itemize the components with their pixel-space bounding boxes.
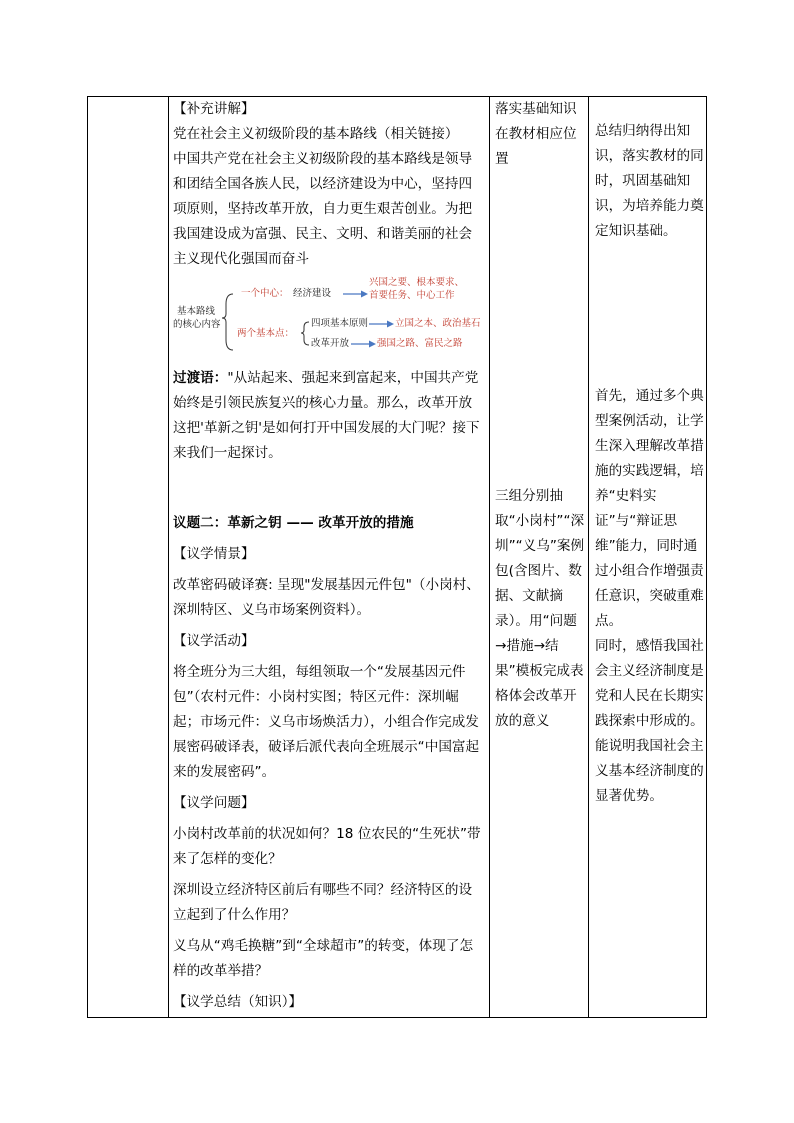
design-intent-text-2: 首先，通过多个典型案例活动，让学生深入理解改革措施的实践逻辑，培养“史料实证”与“辩证思维”能力，同时通过小组合作增强责任意识，突破重难点。 [595,388,704,629]
transition-paragraph [173,366,483,466]
design-intent-text-3: 同时，感悟我国社会主义经济制度是党和人民在长期实践探索中形成的。能说明我国社会主义基本经济制度的显著优势。 [595,638,704,804]
diagram-center-result-1: 兴国之要、根本要求、 [369,277,465,288]
student-activity-text-2: 三组分别抽取“小岗村”“深圳”“义乌”案例包(含图片、数据、文献摘录）。用“问题→措施→结果”模板完成表格体会改革开放的意义 [495,488,585,729]
supplement-title: 党在社会主义初级阶段的基本路线（相关链接） [173,126,459,142]
diagram-center-result-2: 首要任务、中心工作 [369,290,455,301]
design-intent-text-1: 总结归纳得出知识，落实教材的同时，巩固基础知识，为培养能力奠定知识基础。 [595,123,704,239]
column-divider [168,97,169,1017]
summary-heading: 【议学总结（知识）】 [173,994,303,1010]
basic-line-text: 中国共产党在社会主义初级阶段的基本路线是领导和团结全国各族人民，以经济建设为中心，坚持四项原则，坚持改革开放，自力更生艰苦创业。为把我国建设成为富强、民主、文明、和谐美丽的社会主义现代化强国而奋斗 [173,151,473,267]
scenario-text: 改革密码破译赛: 呈现"发展基因元件包"（小岗村、深圳特区、义乌市场案例资料）。 [173,577,480,618]
column-divider [588,97,589,1017]
transition-label: 过渡语： [173,370,228,386]
student-activity-text-1: 落实基础知识在教材相应位置 [495,101,577,167]
diagram-point2-item: 改革开放 [311,338,350,349]
diagram-point2-result: 强国之路、富民之路 [377,338,463,349]
diagram-point1-item: 四项基本原则 [311,318,369,329]
activity-text: 将全班分为三大组，每组领取一个“发展基因元件包”（农村元件：小岗村实图；特区元件：深圳崛起；市场元件：义乌市场焕活力），小组合作完成发展密码破译表，破译后派代表向全班展示“中国富起来的发展密码”。 [173,664,480,780]
diagram-root-line1: 基本路线 [177,306,216,317]
supplement-heading: 【补充讲解】 [173,101,255,117]
diagram-root-line2: 的核心内容 [173,319,221,330]
question-2: 深圳设立经济特区前后有哪些不同？经济特区的设立起到了什么作用？ [173,882,473,923]
student-activity-cell [495,97,587,734]
diagram-points-label: 两个基本点： [237,328,295,339]
question-3: 义乌从“鸡毛换糖”到“全球超市”的转变，体现了怎样的改革举措？ [173,938,474,979]
question-1: 小岗村改革前的状况如何？18 位农民的“生死状”带来了怎样的变化？ [173,826,481,867]
transition-text: "从站起来、强起来到富起来，中国共产党始终是引领民族复兴的核心力量。那么，改革开放这把'革新之钥'是如何打开中国发展的大门呢？接下来我们一起探讨。 [173,370,480,461]
diagram-point1-result: 立国之本、政治基石 [395,318,481,329]
diagram-center-label: 一个中心： [241,288,289,299]
activity-heading: 【议学活动】 [173,633,255,649]
lesson-plan-table [87,96,707,1018]
scenario-heading: 【议学情景】 [173,546,255,562]
diagram-center-item: 经济建设 [293,288,332,299]
questions-heading: 【议学问题】 [173,795,255,811]
column-divider [489,97,490,1017]
design-intent-cell [595,97,707,809]
topic2-title: 议题二：革新之钥 —— 改革开放的措施 [173,515,414,531]
teaching-content-cell [173,97,483,1015]
basic-line-diagram [173,274,483,362]
